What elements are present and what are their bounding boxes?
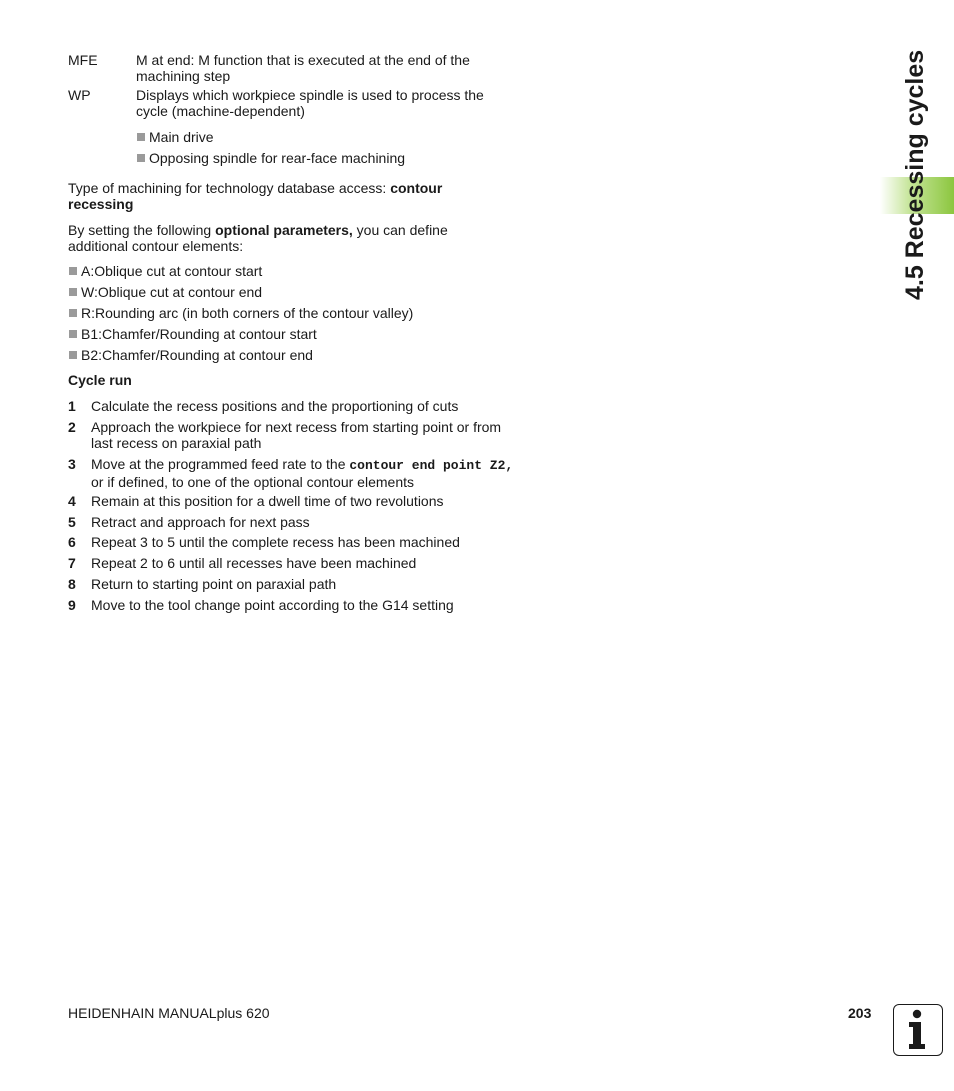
step-text: Move at the programmed feed rate to the contour end point Z2, or if defined, to one of the optional contour elements	[91, 456, 514, 490]
square-bullet-icon	[69, 351, 77, 359]
cycle-run-heading: Cycle run	[68, 372, 132, 388]
step-number: 2	[68, 419, 76, 435]
step-number: 9	[68, 597, 76, 613]
info-icon-glyph	[894, 1005, 941, 1054]
square-bullet-icon	[69, 267, 77, 275]
step-number: 6	[68, 534, 76, 550]
step-number: 3	[68, 456, 76, 472]
page-number: 203	[848, 1005, 872, 1021]
list-item: B1:Chamfer/Rounding at contour start	[69, 326, 317, 342]
square-bullet-icon	[69, 330, 77, 338]
step-text: Calculate the recess positions and the proportioning of cuts	[91, 398, 459, 414]
list-item: B2:Chamfer/Rounding at contour end	[69, 347, 313, 363]
step-text: Repeat 3 to 5 until the complete recess has been machined	[91, 534, 460, 550]
step-number: 8	[68, 576, 76, 592]
list-item: Main drive	[137, 129, 214, 145]
step-number: 5	[68, 514, 76, 530]
step-text: Remain at this position for a dwell time of two revolutions	[91, 493, 444, 509]
step-text: Move to the tool change point according to the G14 setting	[91, 597, 454, 613]
square-bullet-icon	[137, 133, 145, 141]
definition-text-mfe: M at end: M function that is executed at the end of the machining step	[136, 52, 470, 84]
step-text: Repeat 2 to 6 until all recesses have been machined	[91, 555, 417, 571]
list-item: Opposing spindle for rear-face machining	[137, 150, 405, 166]
list-item: A:Oblique cut at contour start	[69, 263, 262, 279]
list-item: R:Rounding arc (in both corners of the contour valley)	[69, 305, 413, 321]
step-text: Return to starting point on paraxial path	[91, 576, 337, 592]
definition-term-mfe: MFE	[68, 52, 98, 68]
step-number: 7	[68, 555, 76, 571]
tech-database-paragraph: Type of machining for technology database access: contour recessing	[68, 180, 443, 212]
step-number: 1	[68, 398, 76, 414]
step-text: Approach the workpiece for next recess from starting point or from last recess on paraxial path	[91, 419, 502, 451]
square-bullet-icon	[137, 154, 145, 162]
step-text: Retract and approach for next pass	[91, 514, 310, 530]
optional-parameters-paragraph: By setting the following optional parameters, you can define additional contour elements:	[68, 222, 448, 254]
definition-term-wp: WP	[68, 87, 91, 103]
info-icon	[893, 1004, 943, 1056]
footer-manual-name: HEIDENHAIN MANUALplus 620	[68, 1005, 270, 1021]
list-item: W:Oblique cut at contour end	[69, 284, 262, 300]
square-bullet-icon	[69, 288, 77, 296]
definition-text-wp: Displays which workpiece spindle is used to process the cycle (machine-dependent)	[136, 87, 484, 119]
section-title-vertical: 4.5 Recessing cycles	[901, 49, 929, 300]
code-parameter: contour end point Z2,	[349, 458, 514, 473]
square-bullet-icon	[69, 309, 77, 317]
step-number: 4	[68, 493, 76, 509]
